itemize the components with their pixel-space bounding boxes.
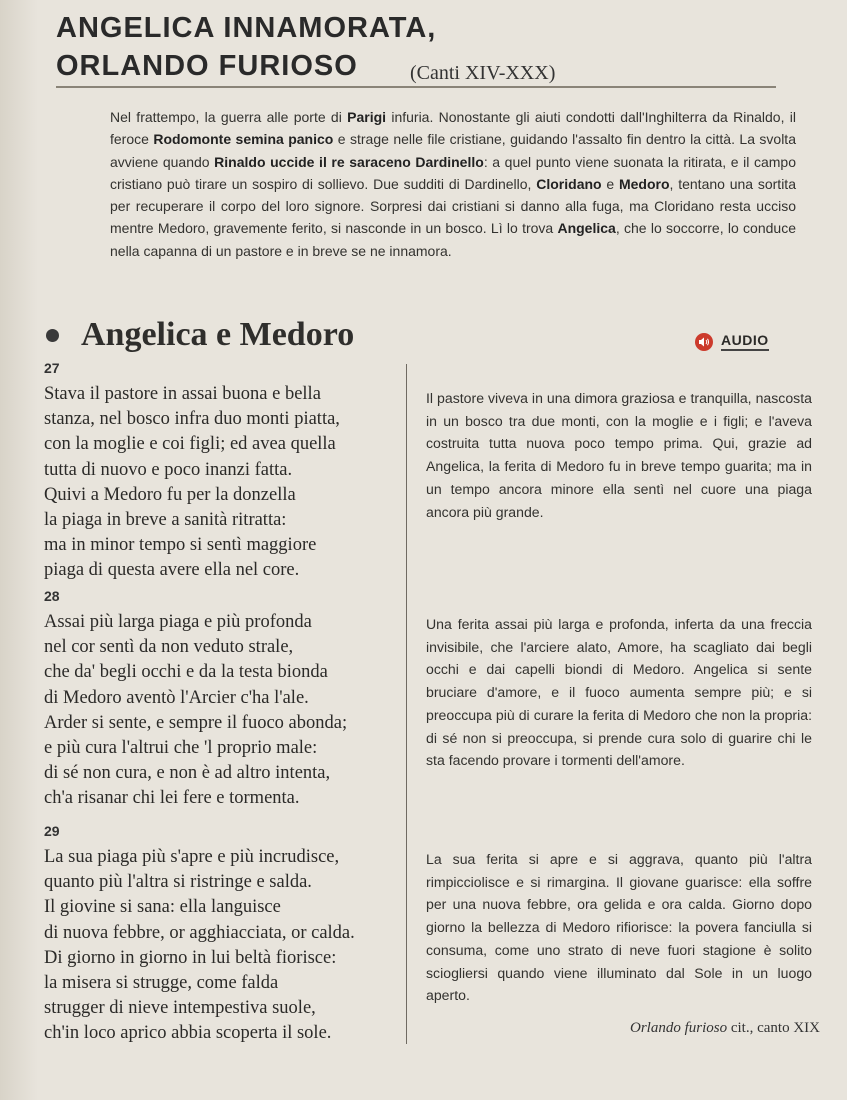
verse: tutta di nuovo e poco inanzi fatta. xyxy=(44,459,293,480)
verse: ma in minor tempo si sentì maggiore xyxy=(44,535,317,556)
verse: la misera si strugge, come falda xyxy=(44,973,279,994)
stanza-paraphrase: Una ferita assai più larga e profonda, inferta da una freccia invisibile, che l'arciere alato, Amore, ha scagliato dai begli occhi e dai capelli biondi di Medoro. Angelica si sente bruciare d'amore, e il fuoco aumenta sempre più; e si preoccupa più di curare la ferita di Medoro che non la propria: di sé non si preoccupa, si prende cura solo di guarire chi le sta facendo provare i tormenti dell'amore. xyxy=(426,616,812,769)
verse: Assai più larga piaga e più profonda xyxy=(44,612,312,632)
intro-paragraph: Nel frattempo, la guerra alle porte di Parigi infuria. Nonostante gli aiuti condotti dall'Inghilterra da Rinaldo, il feroce Rodomonte semina panico e strage nelle file cristiane, guidando l'assalto fin dentro la città. La svolta avviene quando Rinaldo uccide il re saraceno Dardinello: a quel punto viene suonata la ritirata, e il campo cristiano può tirare un sospiro di sollievo. Due sudditi di Dardinello, Cloridano e Medoro, tentano una sortita per recuperare il corpo del loro signore. Sorpresi dai cristiani si danno alla fuga, ma Cloridano resta ucciso mentre Medoro, gravemente ferito, si nasconde in un bosco. Lì lo trova Angelica, che lo soccorre, lo conduce nella capanna di un pastore e in breve se ne innamora. xyxy=(110,109,796,259)
section-heading xyxy=(46,316,354,354)
stanza-paraphrase: Il pastore viveva in una dimora graziosa e tranquilla, nascosta in un bosco tra due monti, con la moglie e i figli; e l'aveva costruita tutta nuova poco tempo prima. Qui, grazie ad Angelica, la ferita di Medoro fu in breve tempo guarita; ma in un tempo ancora minore ella sentì nel cuore una piaga ancora più grande. xyxy=(426,390,812,520)
stanza-paraphrase: La sua ferita si apre e si aggrava, quanto più l'altra rimpicciolisce e si rimargina. Il giovane guarisce: ella soffre per una nuova febbre, ora gelida e ora calda. Giorno dopo giorno la bellezza di Medoro rifiorisce: la povera fanciulla si consuma, come uno strato di neve fuori stagione è solito sciogliersi quando viene illuminato dal Sole in un luogo aperto. xyxy=(426,851,812,1004)
verse: nel cor sentì da non veduto strale, xyxy=(44,637,294,658)
audio-button[interactable] xyxy=(695,332,769,351)
verse: strugger di nieve intempestiva suole, xyxy=(44,998,316,1019)
title-line-1: ANGELICA INNAMORATA, xyxy=(56,12,437,44)
stanza-verses xyxy=(44,610,399,812)
verse: stanza, nel bosco infra duo monti piatta, xyxy=(44,409,340,430)
stanza-verses xyxy=(44,382,399,584)
audio-label: AUDIO xyxy=(721,332,769,351)
column-divider xyxy=(406,364,407,1044)
verse: Stava il pastore in assai buona e bella xyxy=(44,384,321,404)
verse: ch'a risanar chi lei fere e tormenta. xyxy=(44,788,300,809)
title-rule xyxy=(56,86,776,88)
verse: La sua piaga più s'apre e più incrudisce, xyxy=(44,847,340,867)
verse: di Medoro aventò l'Arcier c'ha l'ale. xyxy=(44,687,309,708)
verse: Arder si sente, e sempre il fuoco abonda; xyxy=(44,712,348,733)
stanza-number: 28 xyxy=(44,588,60,604)
source-citation: Orlando furioso cit., canto XIX xyxy=(630,1020,820,1036)
verse: ch'in loco aprico abbia scoperta il sole. xyxy=(44,1023,332,1044)
stanza-number: 29 xyxy=(44,823,60,839)
verse: di sé non cura, e non è ad altro intenta, xyxy=(44,763,331,784)
verse: con la moglie e coi figli; ed avea quella xyxy=(44,434,336,455)
title-line-2: ORLANDO FURIOSO xyxy=(56,50,358,82)
verse: piaga di questa avere ella nel core. xyxy=(44,560,300,581)
verse: che da' begli occhi e da la testa bionda xyxy=(44,662,328,683)
section-title: Angelica e Medoro xyxy=(81,316,355,353)
verse: la piaga in breve a sanità ritratta: xyxy=(44,510,287,531)
speaker-icon xyxy=(695,333,713,351)
subtitle: (Canti XIV-XXX) xyxy=(410,62,556,84)
verse: di nuova febbre, or agghiacciata, or calda. xyxy=(44,922,355,943)
verse: Quivi a Medoro fu per la donzella xyxy=(44,484,296,505)
verse: quanto più l'altra si ristringe e salda. xyxy=(44,872,312,893)
page-margin-shadow xyxy=(0,0,38,1100)
verse: Il giovine si sana: ella languisce xyxy=(44,897,281,918)
verse: e più cura l'altrui che 'l proprio male: xyxy=(44,738,318,759)
stanza-verses xyxy=(44,845,399,1047)
bullet-icon xyxy=(46,329,59,342)
stanza-number: 27 xyxy=(44,360,60,376)
verse: Di giorno in giorno in lui beltà fiorisce: xyxy=(44,947,337,968)
